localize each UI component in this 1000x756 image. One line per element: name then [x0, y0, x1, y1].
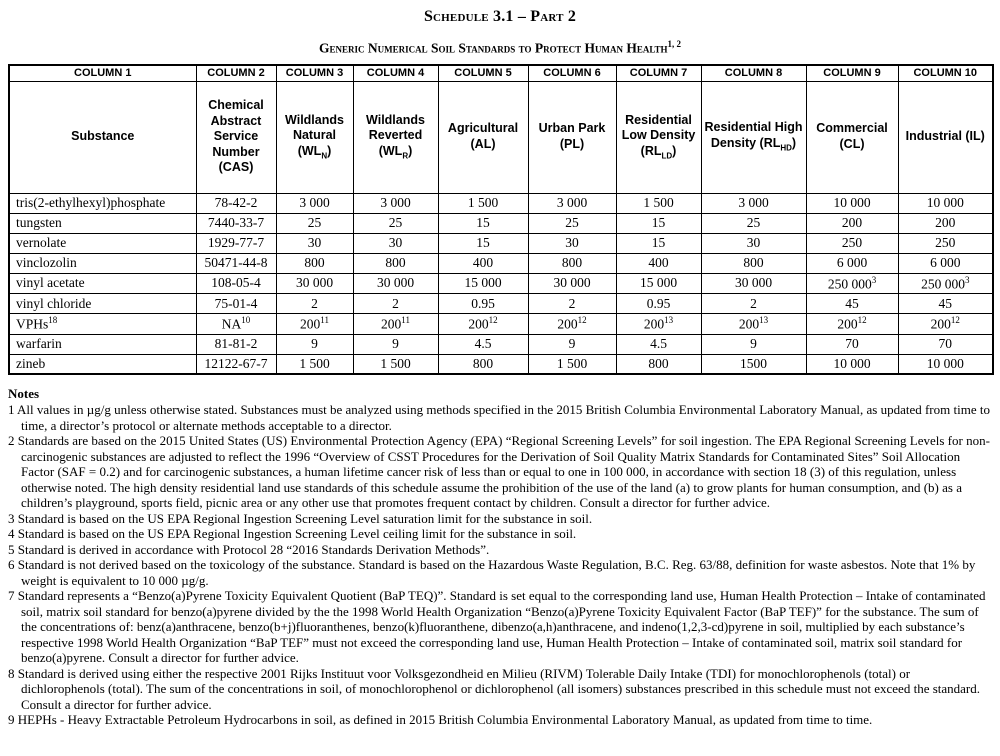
note-text: Standard is not derived based on the toxicology of the substance. Standard is based on the Hazardous Waste Regulation, B.C. Reg. 63/88, definition for waste asbestos. Note that 1% by weight is equivalent to 10 000 µg/g.: [17, 557, 976, 588]
notes-list: [8, 402, 992, 728]
value-cell: 9: [528, 334, 616, 354]
value-cell: 200: [898, 213, 993, 233]
value-cell: 0.95: [616, 294, 701, 314]
value-cell: 10 000: [806, 354, 898, 374]
notes-section: [8, 386, 992, 728]
value-cell: $200^{12}$: [528, 314, 616, 335]
column-number-cell: COLUMN 5: [438, 65, 528, 82]
value-cell: 2: [701, 294, 806, 314]
value-cell: 30 000: [353, 273, 438, 294]
substance-cell: tris(2-ethylhexyl)phosphate: [9, 193, 196, 213]
subtitle-footnote-marker: 1, 2: [667, 39, 681, 49]
note-number: 5: [8, 541, 18, 557]
value-cell: $200^{12}$: [806, 314, 898, 335]
value-cell: 81-81-2: [196, 334, 276, 354]
note-text: Standard represents a “Benzo(a)Pyrene Toxicity Equivalent Quotient (BaP TEQ)”. Standard is set equal to the corresponding land use, Human Health Protection – Intake of contaminated soil, matrix soil standard for benzo(a)pyrene divided by the the 1998 World Health Organization “Benzo(a)Pyrene Toxicity Equivalent Factor (BaP TEF)” for the substance. The sum of the concentrations of: benz(a)anthracene, benzo(b+j)fluoranthenes, benzo(k)fluoranthene, dibenzo(a,h)anthracene, and indeno(1,2,3-cd)pyrene in soil, multiplied by each substance’s respective 1998 World Health Organization “BaP TEF” must not exceed the corresponding land use, Human Health Protection – Intake of contaminated soil, matrix soil standard for benzo(a)pyrene. Consult a director for further advice.: [17, 588, 986, 665]
note-number: 4: [8, 526, 18, 541]
header-cell: Commercial (CL): [806, 81, 898, 193]
value-cell: 1929-77-7: [196, 233, 276, 253]
note-number: 9: [8, 712, 18, 727]
note-text: Standards are based on the 2015 United States (US) Environmental Protection Agency (EPA) “Regional Screening Levels” for soil ingestion. The EPA Regional Screening Levels for non-carcinogenic substances are adjusted to reflect the 1996 “Overview of CSST Procedures for the Derivation of Soil Quality Matrix Standards for Contaminated Sites” Soil Allocation Factor (SAF = 0.2) and for carcinogenic substances, a human lifetime cancer risk of less than or equal to one in 100 000, in accordance with section 18 (3) of this regulation, unless otherwise noted. The high density residential land use standards of this schedule assume the prohibition of the use of the land (a) to grow plants for human consumption, and (b) as a children’s playground, sports field, picnic area or any other use that promotes frequent contact by children. Consult a director for further advice.: [17, 433, 990, 510]
header-row: [9, 81, 993, 193]
value-cell: 30: [701, 233, 806, 253]
value-cell: 200: [806, 213, 898, 233]
value-cell: 6 000: [898, 253, 993, 273]
value-cell: 400: [616, 253, 701, 273]
value-cell: 800: [616, 354, 701, 374]
note-item: [8, 712, 992, 728]
substance-cell: vinclozolin: [9, 253, 196, 273]
value-cell: 2: [353, 294, 438, 314]
note-item: [8, 511, 992, 527]
value-cell: 6 000: [806, 253, 898, 273]
value-cell: 3 000: [701, 193, 806, 213]
page-title: Schedule 3.1 – Part 2: [423, 8, 577, 25]
note-number: 1: [8, 402, 18, 417]
value-cell: 50471-44-8: [196, 253, 276, 273]
value-cell: 800: [701, 253, 806, 273]
value-cell: 70: [898, 334, 993, 354]
value-cell: 3 000: [353, 193, 438, 213]
note-number: 2: [8, 433, 18, 448]
header-cell: Chemical Abstract Service Number (CAS): [196, 81, 276, 193]
value-cell: 4.5: [438, 334, 528, 354]
value-cell: 0.95: [438, 294, 528, 314]
header-cell: Wildlands Natural $(WL_N)$: [276, 81, 353, 193]
value-cell: 25: [276, 213, 353, 233]
value-cell: NA$^{10}$: [196, 314, 276, 335]
value-cell: 7440-33-7: [196, 213, 276, 233]
value-cell: 10 000: [898, 193, 993, 213]
table-row: [9, 334, 993, 354]
value-cell: 30 000: [528, 273, 616, 294]
value-cell: 250 $000^3$: [898, 273, 993, 294]
soil-standards-table: [8, 64, 994, 376]
value-cell: 2: [276, 294, 353, 314]
column-number-cell: COLUMN 9: [806, 65, 898, 82]
value-cell: 10 000: [898, 354, 993, 374]
value-cell: 1500: [701, 354, 806, 374]
note-text: Standard is based on the US EPA Regional Ingestion Screening Level saturation limit for the substance in soil.: [17, 510, 593, 526]
column-number-cell: COLUMN 7: [616, 65, 701, 82]
table-row: [9, 273, 993, 294]
value-cell: 1 500: [616, 193, 701, 213]
value-cell: 15: [438, 213, 528, 233]
value-cell: 78-42-2: [196, 193, 276, 213]
value-cell: 15: [616, 213, 701, 233]
value-cell: 30 000: [701, 273, 806, 294]
note-text: HEPHs - Heavy Extractable Petroleum Hydrocarbons in soil, as defined in 2015 British Columbia Environmental Laboratory Manual, as updated from time to time.: [17, 712, 873, 727]
value-cell: 10 000: [806, 193, 898, 213]
column-number-cell: COLUMN 10: [898, 65, 993, 82]
value-cell: 1 500: [276, 354, 353, 374]
value-cell: 15: [438, 233, 528, 253]
header-cell: Industrial (IL): [898, 81, 993, 193]
table-row: [9, 193, 993, 213]
value-cell: $200^{12}$: [898, 314, 993, 335]
value-cell: $200^{11}$: [276, 314, 353, 335]
column-number-row: [9, 65, 993, 82]
note-item: [8, 666, 992, 713]
substance-cell: tungsten: [9, 213, 196, 233]
header-cell: Residential Low Density $(RL_{LD})$: [616, 81, 701, 193]
value-cell: 3 000: [528, 193, 616, 213]
substance-cell: vernolate: [9, 233, 196, 253]
value-cell: 45: [806, 294, 898, 314]
value-cell: $200^{11}$: [353, 314, 438, 335]
header-cell: Substance: [9, 81, 196, 193]
note-number: 3: [8, 510, 18, 526]
note-number: 7: [8, 588, 18, 603]
value-cell: 9: [701, 334, 806, 354]
value-cell: $200^{12}$: [438, 314, 528, 335]
table-row: [9, 233, 993, 253]
value-cell: 400: [438, 253, 528, 273]
note-text: Standard is derived in accordance with Protocol 28 “2016 Standards Derivation Methods”.: [17, 541, 490, 557]
value-cell: 800: [438, 354, 528, 374]
value-cell: 15: [616, 233, 701, 253]
notes-heading: Notes: [8, 386, 40, 401]
note-item: [8, 402, 992, 433]
value-cell: 25: [528, 213, 616, 233]
table-row: [9, 253, 993, 273]
column-number-cell: COLUMN 6: [528, 65, 616, 82]
header-cell: Urban Park (PL): [528, 81, 616, 193]
value-cell: 70: [806, 334, 898, 354]
value-cell: 1 500: [528, 354, 616, 374]
value-cell: 12122-67-7: [196, 354, 276, 374]
header-cell: Residential High Density $(RL_{HD})$: [701, 81, 806, 193]
table-head: [9, 65, 993, 194]
value-cell: 15 000: [438, 273, 528, 294]
value-cell: 75-01-4: [196, 294, 276, 314]
value-cell: 30: [528, 233, 616, 253]
value-cell: 15 000: [616, 273, 701, 294]
note-item: [8, 433, 992, 511]
column-number-cell: COLUMN 8: [701, 65, 806, 82]
table-row: [9, 314, 993, 335]
value-cell: 3 000: [276, 193, 353, 213]
value-cell: 30: [276, 233, 353, 253]
subtitle-text: Generic Numerical Soil Standards to Protect Human Health: [318, 40, 668, 56]
note-text: Standard is based on the US EPA Regional Ingestion Screening Level ceiling limit for the substance in soil.: [17, 526, 577, 541]
column-number-cell: COLUMN 3: [276, 65, 353, 82]
column-number-cell: COLUMN 4: [353, 65, 438, 82]
note-text: All values in µg/g unless otherwise stated. Substances must be analyzed using methods specified in the 2015 British Columbia Environmental Laboratory Manual, as updated from time to time, a director’s protocol or alternate methods acceptable to a director.: [17, 402, 990, 433]
value-cell: 25: [701, 213, 806, 233]
value-cell: 2: [528, 294, 616, 314]
value-cell: 108-05-4: [196, 273, 276, 294]
value-cell: 30 000: [276, 273, 353, 294]
value-cell: $200^{13}$: [701, 314, 806, 335]
table-row: [9, 354, 993, 374]
column-number-cell: COLUMN 2: [196, 65, 276, 82]
note-item: [8, 557, 992, 588]
note-number: 6: [8, 557, 18, 572]
table-body: [9, 193, 993, 374]
value-cell: 4.5: [616, 334, 701, 354]
note-item: [8, 526, 992, 542]
note-item: [8, 542, 992, 558]
value-cell: 9: [353, 334, 438, 354]
note-item: [8, 588, 992, 666]
value-cell: 800: [528, 253, 616, 273]
substance-cell: zineb: [9, 354, 196, 374]
value-cell: 800: [276, 253, 353, 273]
header-cell: Agricultural (AL): [438, 81, 528, 193]
substance-cell: vinyl chloride: [9, 294, 196, 314]
value-cell: $200^{13}$: [616, 314, 701, 335]
value-cell: 250: [806, 233, 898, 253]
value-cell: 250: [898, 233, 993, 253]
value-cell: 800: [353, 253, 438, 273]
value-cell: 30: [353, 233, 438, 253]
value-cell: 1 500: [353, 354, 438, 374]
value-cell: 250 $000^3$: [806, 273, 898, 294]
substance-cell: warfarin: [9, 334, 196, 354]
value-cell: 45: [898, 294, 993, 314]
value-cell: 25: [353, 213, 438, 233]
value-cell: 1 500: [438, 193, 528, 213]
value-cell: 9: [276, 334, 353, 354]
table-row: [9, 294, 993, 314]
header-cell: Wildlands Reverted $(WL_R)$: [353, 81, 438, 193]
substance-cell: VPHs$^{18}$: [9, 314, 196, 335]
table-row: [9, 213, 993, 233]
substance-cell: vinyl acetate: [9, 273, 196, 294]
note-number: 8: [8, 665, 18, 681]
column-number-cell: COLUMN 1: [9, 65, 196, 82]
document-subtitle: [8, 39, 992, 57]
note-text: Standard is derived using either the respective 2001 Rijks Instituut voor Volksgezondheid en Milieu (RIVM) Tolerable Daily Intake (TDI) for monochlorophenols (total) or dichlorophenols (total). The sum of the concentrations in soil, of monochlorophenol or dichlorophenol (all isomers) substances prescribed in this schedule must not exceed the standard. Consult a director for further advice.: [17, 665, 981, 712]
